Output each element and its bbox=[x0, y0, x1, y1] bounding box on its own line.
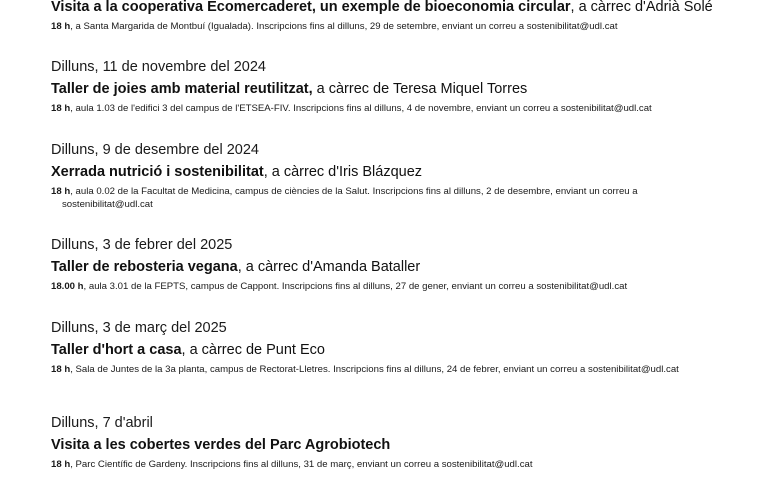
event-speaker: a càrrec de Teresa Miquel Torres bbox=[312, 81, 528, 97]
event-title-line bbox=[51, 80, 728, 98]
event-time: 18 h bbox=[51, 103, 71, 114]
event-title: Taller de joies amb material reutilitzat, bbox=[51, 81, 313, 97]
event-item bbox=[51, 141, 728, 211]
event-details bbox=[51, 20, 728, 33]
event-details bbox=[51, 458, 728, 471]
event-title: Taller de rebosteria vegana bbox=[51, 259, 238, 275]
event-details-text: , a Santa Margarida de Montbuí (Igualada). Inscripcions fins al dilluns, 29 de setembre, enviant un correu a sostenibilitat@udl.cat bbox=[70, 21, 618, 32]
event-title-line bbox=[51, 436, 728, 454]
event-speaker: , a càrrec d'Iris Blázquez bbox=[263, 164, 423, 180]
event-details bbox=[51, 102, 728, 115]
event-time: 18 h bbox=[51, 364, 71, 375]
event-details bbox=[51, 280, 728, 293]
event-details bbox=[51, 185, 728, 211]
event-time: 18 h bbox=[51, 186, 71, 197]
event-details-text: , aula 1.03 de l'edifici 3 del campus de l'ETSEA-FIV. Inscripcions fins al dilluns, 4 de novembre, enviant un correu a sostenibilitat@udl.cat bbox=[70, 103, 652, 114]
event-item bbox=[51, 319, 728, 376]
event-time: 18.00 h bbox=[51, 281, 84, 292]
event-details bbox=[51, 363, 728, 376]
event-title-line bbox=[51, 163, 728, 181]
event-date: Dilluns, 3 de març del 2025 bbox=[51, 320, 227, 336]
event-date: Dilluns, 11 de novembre del 2024 bbox=[51, 59, 266, 75]
event-speaker: , a càrrec d'Amanda Bataller bbox=[237, 259, 421, 275]
event-details-text: , Sala de Juntes de la 3a planta, campus de Rectorat-Lletres. Inscripcions fins al dilluns, 24 de febrer, enviant un correu a sostenibilitat@udl.cat bbox=[70, 364, 679, 375]
event-title-line bbox=[51, 0, 728, 16]
event-title-line bbox=[51, 258, 728, 276]
event-title: Visita a la cooperativa Ecomercaderet, un exemple de bioeconomia circular bbox=[51, 0, 571, 15]
event-date: Dilluns, 9 de desembre del 2024 bbox=[51, 142, 259, 158]
event-item bbox=[51, 58, 728, 115]
event-date: Dilluns, 7 d'abril bbox=[51, 415, 153, 431]
event-details-text: , aula 0.02 de la Facultat de Medicina, campus de ciències de la Salut. Inscripcions fins al dilluns, 2 de desembre, enviant un correu a sostenibilitat@udl.cat bbox=[62, 186, 638, 210]
event-details-text: , Parc Científic de Gardeny. Inscripcions fins al dilluns, 31 de març, enviant un correu a sostenibilitat@udl.cat bbox=[70, 459, 533, 470]
event-item bbox=[51, 414, 728, 471]
event-item bbox=[51, 0, 728, 33]
event-details-text: , aula 3.01 de la FEPTS, campus de Cappont. Inscripcions fins al dilluns, 27 de gener, enviant un correu a sostenibilitat@udl.cat bbox=[83, 281, 628, 292]
event-title: Taller d'hort a casa bbox=[51, 342, 182, 358]
event-time: 18 h bbox=[51, 21, 71, 32]
event-title-line bbox=[51, 341, 728, 359]
event-time: 18 h bbox=[51, 459, 71, 470]
event-speaker: , a càrrec d'Adrià Solé bbox=[570, 0, 713, 15]
event-speaker: , a càrrec de Punt Eco bbox=[181, 342, 325, 358]
event-item bbox=[51, 236, 728, 293]
event-date: Dilluns, 3 de febrer del 2025 bbox=[51, 237, 233, 253]
event-title: Visita a les cobertes verdes del Parc Agrobiotech bbox=[51, 437, 391, 453]
event-title: Xerrada nutrició i sostenibilitat bbox=[51, 164, 264, 180]
